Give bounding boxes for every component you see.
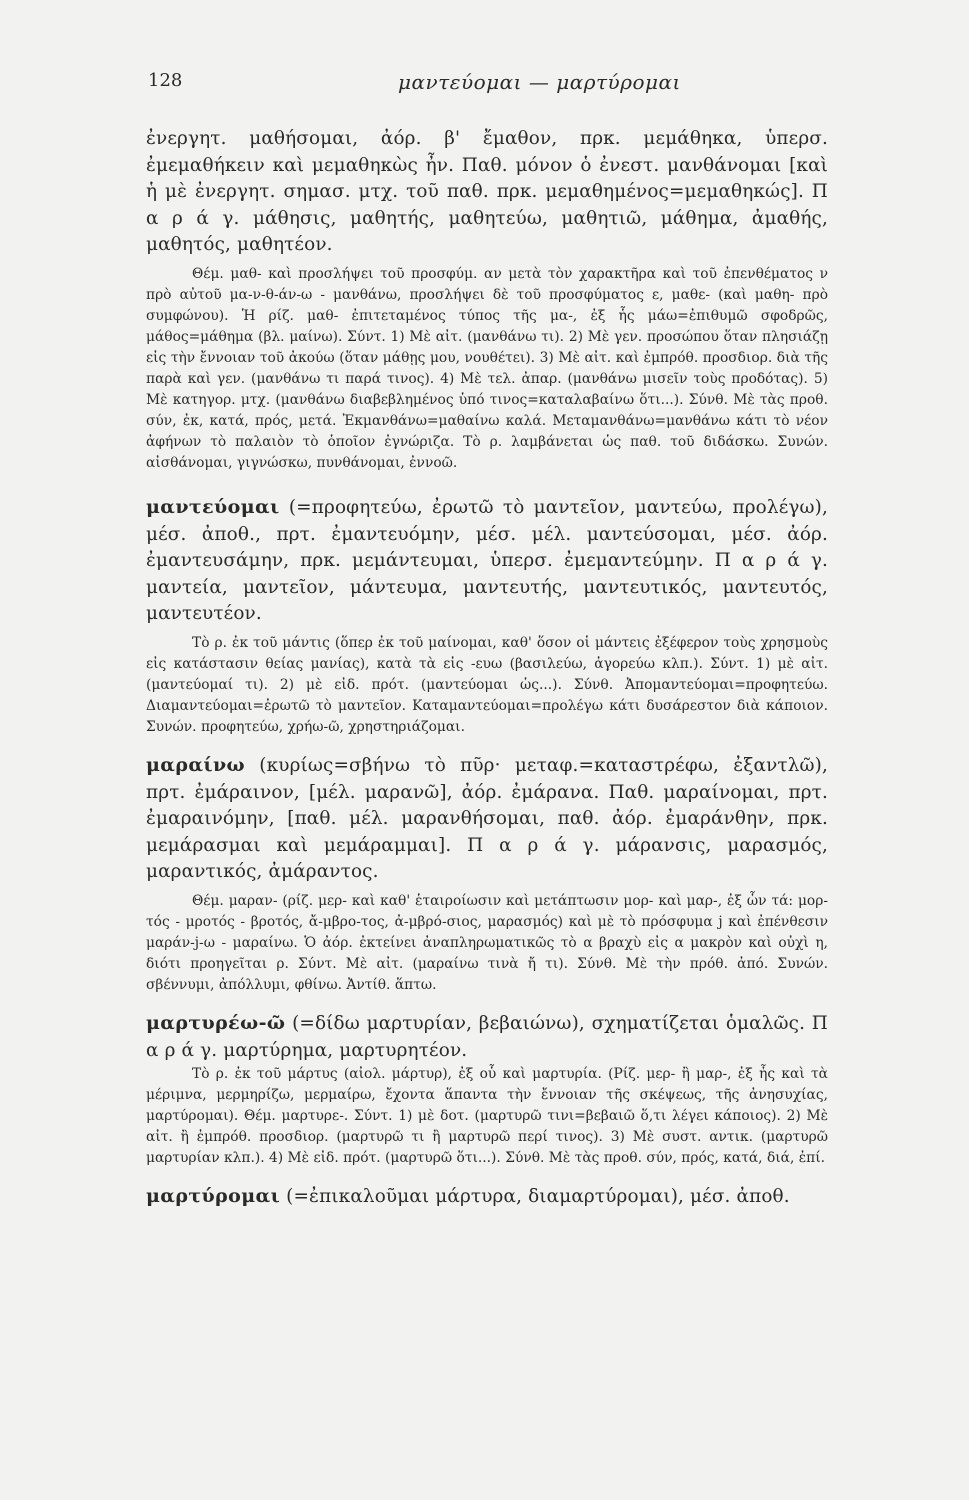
entry-martyromai-text: (=ἐπικαλοῦμαι μάρτυρα, διαμαρτύρομαι), μέσ. ἀποθ.: [286, 1186, 790, 1208]
entry-manteuomai-note: Τὸ ρ. ἐκ τοῦ μάντις (ὅπερ ἐκ τοῦ μαίνομαι, καθ' ὅσον οἱ μάντεις ἐξέφερον τοὺς χρησμοὺς εἰς κατάστασιν θείας μανίας), κατὰ τὰ εἰς -ευω (βασιλεύω, ἀγορεύω κλπ.). Σύντ. 1) μὲ αἰτ. (μαντεύομαί τι). 2) μὲ εἰδ. πρότ. (μαντεύομαι ὡς...). Σύνθ. Ἀπομαντεύομαι=προφητεύω. Διαμαντεύομαι=ἐρωτῶ τὸ μαντεῖον. Καταμαντεύομαι=προλέγω κάτι δυσάρεστον διὰ κάποιον. Συνών. προφητεύω, χρήω-ῶ, χρηστηριάζομαι.: [146, 634, 828, 735]
page-body: [146, 126, 828, 1211]
entry-continuation-note: Θέμ. μαθ- καὶ προσλήψει τοῦ προσφύμ. αν μετὰ τὸν χαρακτῆρα καὶ τοῦ ἐπενθέματος ν πρὸ αὐτοῦ μα-ν-θ-άν-ω - μανθάνω, προσλήψει δὲ τοῦ προσφύματος ε, μαθε- (καὶ μαθη- πρὸ συμφώνου). Ἡ ρίζ. μαθ- ἐπιτεταμένος τύπος τῆς μα-, ἐξ ἧς μάω=ἐπιθυμῶ σφοδρῶς, μάθος=μάθημα (βλ. μαίνω). Σύντ. 1) Μὲ αἰτ. (μανθάνω τι). 2) Μὲ γεν. προσώπου ὅταν πλησιάζῃ εἰς τὴν ἔννοιαν τοῦ ἀκούω (ὅταν μάθῃς μου, νουθέτει). 3) Μὲ αἰτ. καὶ ἐμπρόθ. προσδιορ. διὰ τῆς παρὰ καὶ γεν. (μανθάνω τι παρά τινος). 4) Μὲ τελ. ἀπαρ. (μανθάνω μισεῖν τοὺς προδότας). 5) Μὲ κατηγορ. μτχ. (μανθάνω διαβεβλημένος ὑπό τινος=καταλαβαίνω ὅτι...). Σύνθ. Μὲ τὰς προθ. σύν, ἐκ, κατά, πρός, μετά. Ἐκμανθάνω=μαθαίνω καλά. Μεταμανθάνω=μανθάνω κάτι τὸ νέον ἀφήνων τὸ παλαιὸν τὸ ὁποῖον ἐγνώριζα. Τὸ ρ. λαμβάνεται ὡς παθ. τοῦ διδάσκω. Συνών. αἰσθάνομαι, γιγνώσκω, πυνθάνομαι, ἐννοῶ.: [146, 265, 828, 471]
page-number: 128: [148, 70, 183, 91]
headword-martyromai: μαρτύρομαι: [146, 1185, 281, 1208]
entry-manteuomai: [146, 494, 828, 628]
entry-martyrew: [146, 1010, 828, 1064]
headword-manteuomai: μαντεύομαι: [146, 495, 280, 518]
entry-martyrew-text: (=δίδω μαρτυρίαν, βεβαιώνω), σχηματίζεται ὁμαλῶς. Π α ρ ά γ. μαρτύρημα, μαρτυρητέον.: [146, 1012, 828, 1061]
entry-continuation-text: ἐνεργητ. μαθήσομαι, ἀόρ. β' ἔμαθον, πρκ. μεμάθηκα, ὑπερσ. ἐμεμαθήκειν καὶ μεμαθηκὼς ἦν. Παθ. μόνον ὁ ἐνεστ. μανθάνομαι [καὶ ἡ μὲ ἐνεργητ. σημασ. μτχ. τοῦ παθ. πρκ. μεμαθημένος=μεμαθηκώς]. Π α ρ ά γ. μάθησις, μαθητής, μαθητεύω, μαθητιῶ, μάθημα, ἀμαθής, μαθητός, μαθητέον.: [146, 128, 828, 256]
entry-mainw-text: (κυρίως=σβήνω τὸ πῦρ· μεταφ.=καταστρέφω, ἐξαντλῶ), πρτ. ἐμάραινον, [μέλ. μαρανῶ], ἀόρ. ἐμάρανα. Παθ. μαραίνομαι, πρτ. ἐμαραινόμην, [παθ. μέλ. μαρανθήσομαι, παθ. ἀόρ. ἐμαράνθην, πρκ. μεμάρασμαι καὶ μεμάραμμαι]. Π α ρ ά γ. μάρανσις, μαρασμός, μαραντικός, ἀμάραντος.: [146, 754, 829, 883]
headword-martyrew: μαρτυρέω-ῶ: [146, 1011, 286, 1034]
entry-mainw-note: Θέμ. μαραν- (ρίζ. μερ- καὶ καθ' ἑταιροίωσιν καὶ μετάπτωσιν μορ- καὶ μαρ-, ἐξ ὧν τά: μορ-τός - μροτός - βροτός, ἄ-μβρο-τος, ἀ-μβρό-σιος, μαρασμός) καὶ μὲ τὸ πρόσφυμα j καὶ ἐπένθεσιν μαράν-j-ω - μαραίνω. Ὁ ἀόρ. ἐκτείνει ἀναπληρωματικῶς τὸ α βραχὺ εἰς α μακρὸν καὶ οὐχὶ η, διότι προηγεῖται ρ. Σύντ. Μὲ αἰτ. (μαραίνω τινὰ ἤ τι). Σύνθ. Μὲ τὴν πρόθ. ἀπό. Συνών. σβέννυμι, ἀπόλλυμι, φθίνω. Ἀντίθ. ἅπτω.: [146, 892, 828, 993]
headword-mainw: μαραίνω: [146, 753, 246, 776]
entry-martyrew-note: Τὸ ρ. ἐκ τοῦ μάρτυς (αἰολ. μάρτυρ), ἐξ οὗ καὶ μαρτυρία. (Ρίζ. μερ- ἢ μαρ-, ἐξ ἧς καὶ τὰ μέριμνα, μερμηρίζω, μερμαίρω, ἔχοντα ἅπαντα τὴν ἔννοιαν τῆς σκέψεως, τῆς ἀνησυχίας, μαρτύρομαι). Θέμ. μαρτυρε-. Σύντ. 1) μὲ δοτ. (μαρτυρῶ τινι=βεβαιῶ ὅ,τι λέγει κάποιος). 2) Μὲ αἰτ. ἢ ἐμπρόθ. προσδιορ. (μαρτυρῶ τι ἢ μαρτυρῶ περί τινος). 3) Μὲ συστ. αντικ. (μαρτυρῶ μαρτυρίαν κλπ.). 4) Μὲ εἰδ. πρότ. (μαρτυρῶ ὅτι...). Σύνθ. Μὲ τὰς προθ. σύν, πρός, κατά, διά, ἐπί.: [146, 1066, 828, 1167]
entry-martyromai: [146, 1183, 828, 1211]
entry-manteuomai-text: (=προφητεύω, ἐρωτῶ τὸ μαντεῖον, μαντεύω, προλέγω), μέσ. ἀποθ., πρτ. ἐμαντευόμην, μέσ. μέλ. μαντεύσομαι, μέσ. ἀόρ. ἐμαντευσάμην, πρκ. μεμάντευμαι, ὑπερσ. ἐμεμαντεύμην. Π α ρ ά γ. μαντεία, μαντεῖον, μάντευμα, μαντευτής, μαντευτικός, μαντευτός, μαντευτέον.: [146, 496, 828, 625]
running-title: μαντεύομαι — μαρτύρομαι: [398, 70, 681, 94]
entry-mainw: [146, 752, 828, 886]
